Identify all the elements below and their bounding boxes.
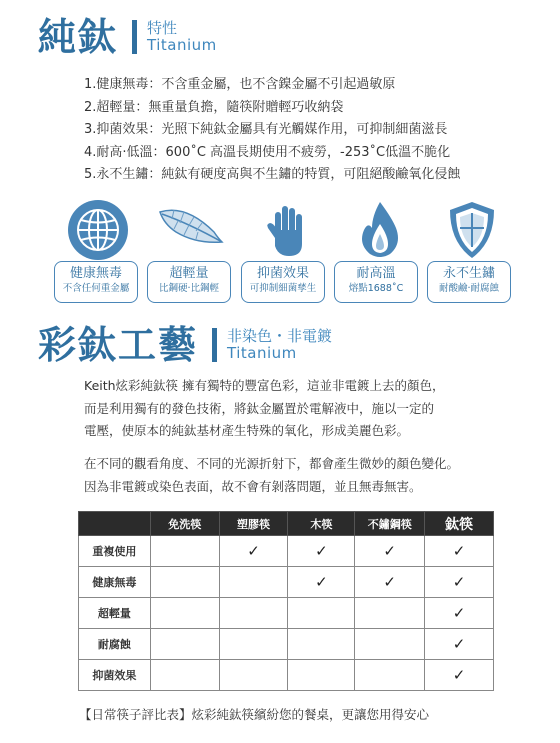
table-cell	[425, 598, 494, 629]
feature-item: 3.抑菌效果：光照下純鈦金屬具有光觸媒作用，可抑制細菌滋長	[84, 122, 448, 137]
check-icon: ✓	[452, 635, 466, 653]
header-divider-bar	[132, 20, 137, 54]
section-subtitle	[227, 328, 332, 363]
feature-card-healthy	[54, 261, 138, 303]
table-cell	[288, 567, 355, 598]
table-header-cell: 鈦筷	[425, 512, 494, 536]
hand-icon	[256, 198, 320, 262]
table-row	[79, 598, 494, 629]
table-cell	[219, 536, 288, 567]
table-caption: 【日常筷子評比表】炫彩純鈦筷繽紛您的餐桌，更讓您用得安心	[79, 707, 430, 722]
description-paragraph-1	[84, 375, 445, 443]
table-cell	[288, 598, 355, 629]
feature-item: 1.健康無毒：不含重金屬，也不含鎳金屬不引起過敏原	[84, 77, 396, 92]
table-header-cell: 塑膠筷	[219, 512, 288, 536]
row-label: 重複使用	[79, 536, 151, 567]
check-icon: ✓	[452, 666, 466, 684]
table-cell	[288, 629, 355, 660]
table-cell	[150, 629, 219, 660]
table-cell	[150, 536, 219, 567]
table-header-cell: 不鏽鋼筷	[355, 512, 425, 536]
table-cell	[219, 629, 288, 660]
paragraph-line: Keith炫彩純鈦筷 擁有獨特的豐富色彩，這並非電鍍上去的顏色，	[84, 378, 445, 393]
row-label: 超輕量	[79, 598, 151, 629]
card-title: 超輕量	[169, 266, 209, 281]
table-cell	[150, 567, 219, 598]
feature-item: 2.超輕量：無重量負擔，隨筷附贈輕巧收納袋	[84, 99, 344, 115]
section-title: 純鈦	[38, 15, 119, 59]
card-subtitle: 不含任何重金屬	[62, 283, 130, 294]
subtitle-line-2: Titanium	[227, 344, 297, 362]
table-header-cell	[79, 512, 151, 536]
table-cell	[355, 567, 425, 598]
subtitle-line-1: 特性	[147, 18, 178, 37]
description-paragraph-2	[84, 453, 459, 498]
table-cell	[219, 660, 288, 691]
table-cell	[288, 536, 355, 567]
check-icon: ✓	[383, 542, 396, 560]
row-label: 耐腐蝕	[79, 629, 151, 660]
table-cell	[425, 629, 494, 660]
table-header-row	[79, 512, 494, 536]
table-cell	[219, 567, 288, 598]
section-header-color-titanium	[38, 323, 333, 367]
header-divider-bar	[212, 328, 217, 362]
table-cell	[425, 660, 494, 691]
table-cell	[355, 598, 425, 629]
shield-icon	[440, 198, 504, 262]
table-cell	[219, 598, 288, 629]
feature-card-lightweight	[147, 261, 231, 303]
check-icon: ✓	[452, 604, 466, 622]
card-title: 耐高溫	[356, 266, 396, 281]
card-subtitle: 耐酸鹼‧耐腐蝕	[438, 283, 500, 294]
check-icon: ✓	[452, 573, 466, 591]
table-row	[79, 536, 494, 567]
feature-item: 5.永不生鏽：純鈦有硬度高與不生鏽的特質，可阻絕酸鹼氧化侵蝕	[84, 167, 461, 182]
check-icon: ✓	[315, 573, 328, 591]
card-subtitle: 熔點1688˚C	[348, 283, 404, 294]
row-label: 抑菌效果	[79, 660, 151, 691]
feature-item: 4.耐高‧低溫：600˚C 高溫長期使用不疲勞，-253˚C低溫不脆化	[84, 144, 451, 160]
feature-icon-row	[56, 198, 526, 306]
table-cell	[425, 567, 494, 598]
table-header-cell: 木筷	[288, 512, 355, 536]
paragraph-line: 而是利用獨有的發色技術，將鈦金屬置於電解液中，施以一定的	[84, 400, 435, 416]
check-icon: ✓	[247, 542, 260, 560]
table-cell	[355, 629, 425, 660]
paragraph-line: 在不同的觀看角度、不同的光源折射下，都會產生微妙的顏色變化。	[84, 456, 460, 471]
card-subtitle: 可抑制細菌孳生	[249, 283, 317, 294]
paragraph-line: 因為非電鍍或染色表面，故不會有剝落問題，並且無毒無害。	[84, 478, 422, 494]
check-icon: ✓	[315, 542, 328, 560]
section-subtitle	[147, 20, 217, 55]
paragraph-line: 電壓，使原本的純鈦基材產生特殊的氧化，形成美麗色彩。	[84, 423, 410, 438]
feature-list	[84, 74, 460, 187]
table-cell	[355, 660, 425, 691]
check-icon: ✓	[383, 573, 396, 591]
card-subtitle: 比鋼硬‧比鋼輕	[158, 283, 220, 294]
table-cell	[355, 536, 425, 567]
table-cell	[150, 660, 219, 691]
section-title: 彩鈦工藝	[38, 323, 199, 367]
card-title: 抑菌效果	[256, 266, 309, 281]
table-header-cell: 免洗筷	[150, 512, 219, 536]
subtitle-line-1: 非染色・非電鍍	[227, 326, 333, 345]
card-title: 健康無毒	[69, 266, 122, 281]
feature-card-heat-resistant	[334, 261, 418, 303]
feature-card-rustproof	[427, 261, 511, 303]
card-title: 永不生鏽	[442, 266, 495, 281]
section-header-titanium-properties	[38, 15, 217, 59]
subtitle-line-2: Titanium	[147, 36, 217, 54]
row-label: 健康無毒	[79, 567, 151, 598]
flame-icon	[348, 198, 412, 262]
feature-card-antibacterial	[241, 261, 325, 303]
table-cell	[288, 660, 355, 691]
table-row	[79, 660, 494, 691]
check-icon: ✓	[452, 542, 466, 560]
globe-icon	[66, 198, 130, 262]
table-row	[79, 629, 494, 660]
chopsticks-comparison-table	[78, 511, 494, 691]
table-cell	[425, 536, 494, 567]
table-cell	[150, 598, 219, 629]
table-row	[79, 567, 494, 598]
feather-icon	[156, 198, 220, 262]
